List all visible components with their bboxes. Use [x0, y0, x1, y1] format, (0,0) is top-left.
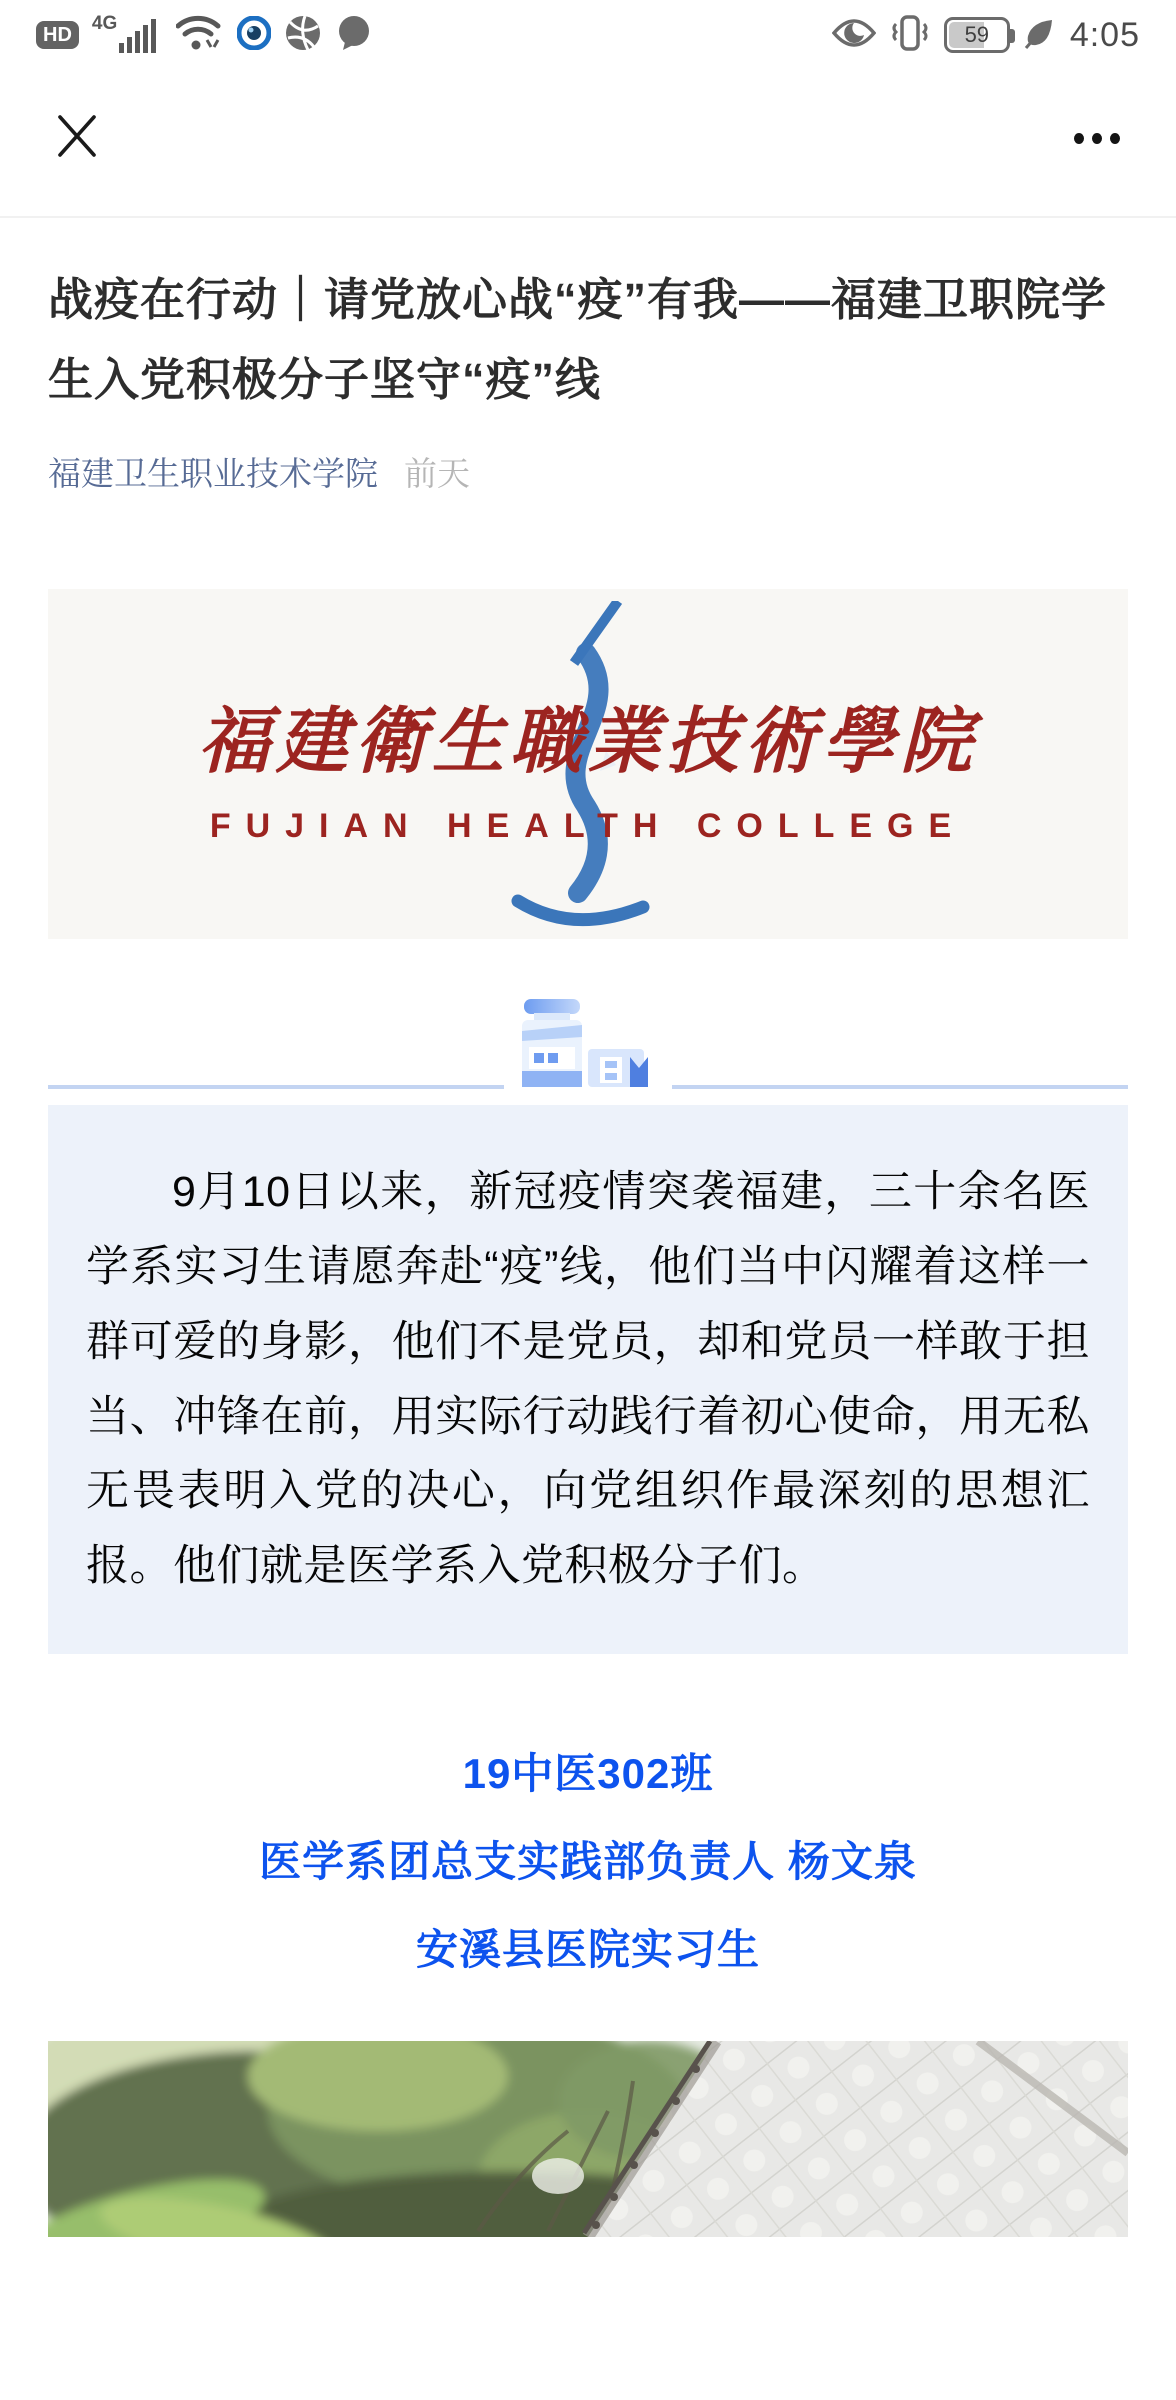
close-icon[interactable] — [56, 113, 98, 164]
article-header — [0, 60, 1176, 218]
article-title: 战疫在行动｜请党放心战“疫”有我——福建卫职院学生入党积极分子坚守“疫”线 — [48, 274, 1108, 406]
status-bar — [0, 0, 1176, 60]
article-photo[interactable] — [48, 2041, 1128, 2237]
vibrate-mode-icon — [888, 14, 932, 57]
section-divider — [48, 939, 1128, 1089]
power-saving-leaf-icon — [1022, 16, 1058, 55]
battery-percent: 59 — [964, 22, 990, 47]
student-info — [0, 1730, 1176, 1995]
clock-time: 4:05 — [1069, 15, 1140, 54]
messaging-app-icon — [335, 14, 373, 57]
divider-line-right — [672, 1085, 1128, 1089]
vaccine-vial-icon — [508, 997, 668, 1089]
more-menu-icon[interactable] — [1066, 133, 1120, 144]
publish-date: 前天 — [404, 455, 470, 493]
account-name-link[interactable]: 福建卫生职业技术学院 — [48, 455, 378, 493]
signal-strength-icon — [91, 13, 163, 53]
browser-app-icon — [284, 14, 322, 57]
divider-line-left — [48, 1085, 504, 1089]
student-class-line: 19中医302班 — [462, 1750, 714, 1798]
eye-protection-app-icon — [237, 16, 271, 55]
college-banner-image[interactable] — [48, 589, 1128, 939]
eye-comfort-icon — [832, 17, 876, 54]
byline — [0, 420, 1176, 495]
article-paragraph: 9月10日以来，新冠疫情突袭福建，三十余名医学系实习生请愿奔赴“疫”线，他们当中闪耀着这样一群可爱的身影，他们不是党员，却和党员一样敢于担当、冲锋在前，用实际行动践行着初心使命，用无私无畏表明入党的决心，向党组织作最深刻的思想汇报。他们就是医学系入党积极分子们。 — [48, 1105, 1128, 1654]
wifi-icon — [176, 14, 224, 57]
banner-college-name-en: FUJIAN HEALTH COLLEGE — [209, 806, 967, 845]
hd-icon: HD — [36, 21, 79, 49]
student-role-line: 医学系团总支实践部负责人 杨文泉 — [259, 1838, 917, 1886]
network-type-label: 4G — [91, 13, 118, 34]
banner-college-name-cn: 福建衛生職業技術學院 — [197, 697, 978, 783]
student-hospital-line: 安溪县医院实习生 — [415, 1926, 760, 1974]
battery-icon — [944, 17, 1010, 53]
